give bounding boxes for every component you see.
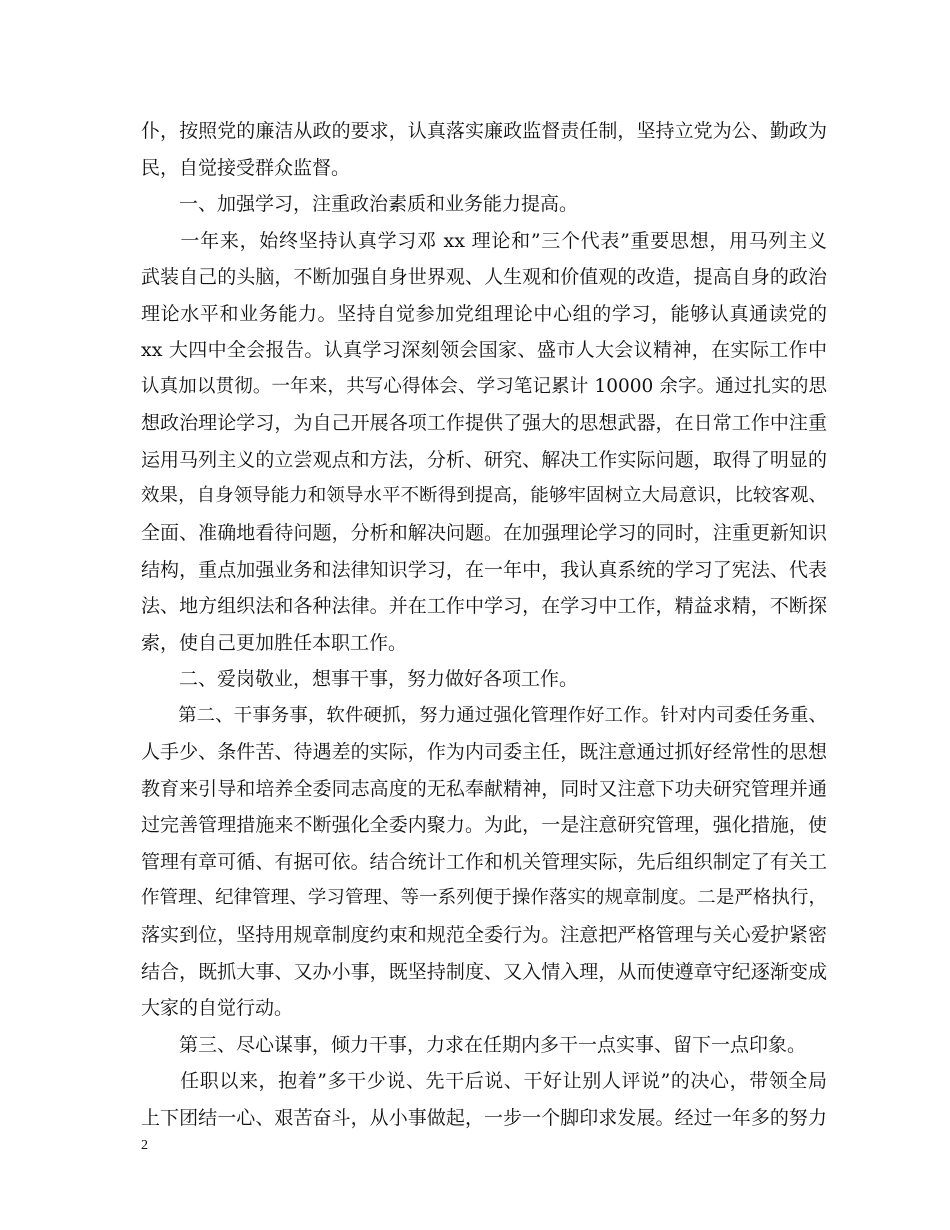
text-line: 人手少、条件苦、待遇差的实际，作为内司委主任，既注意通过抓好经常性的思想 [141, 741, 827, 764]
text-line: 理论水平和业务能力。坚持自觉参加党组理论中心组的学习，能够认真通读党的 [141, 302, 827, 325]
section-heading-line: 第三、尽心谋事，倾力干事，力求在任期内多干一点实事、留下一点印象。 [141, 1033, 807, 1056]
text-line: 任职以来，抱着”多干少说、先干后说、干好让别人评说”的决心，带领全局 [141, 1070, 827, 1093]
text-line: 管理有章可循、有据可依。结合统计工作和机关管理实际，先后组织制定了有关工 [141, 850, 827, 873]
section-heading-line: 一、加强学习，注重政治素质和业务能力提高。 [141, 193, 579, 216]
text-line: 第二、干事务事，软件硬抓，努力通过强化管理作好工作。针对内司委任务重、 [141, 704, 827, 726]
text-line: 大家的自觉行动。 [141, 997, 294, 1020]
text-line: 一年来，始终坚持认真学习邓 xx 理论和”三个代表”重要思想，用马列主义 [141, 229, 827, 252]
text-line: 教育来引导和培养全委同志高度的无私奉献精神，同时又注意下功夫研究管理并通 [141, 777, 827, 800]
text-line: 结合，既抓大事、又办小事，既坚持制度、又入情入理，从而使遵章守纪逐渐变成 [141, 960, 827, 983]
text-line: 想政治理论学习，为自己开展各项工作提供了强大的思想武器，在日常工作中注重 [141, 412, 827, 435]
text-line: 民，自觉接受群众监督。 [141, 156, 351, 179]
text-line: xx 大四中全会报告。认真学习深刻领会国家、盛市人大会议精神，在实际工作中 [141, 339, 827, 362]
text-line: 法、地方组织法和各种法律。并在工作中学习，在学习中工作，精益求精，不断探 [141, 595, 827, 618]
page-number: 2 [141, 1138, 148, 1153]
text-line: 结构，重点加强业务和法律知识学习，在一年中，我认真系统的学习了宪法、代表 [141, 558, 827, 581]
text-line: 全面、准确地看待问题，分析和解决问题。在加强理论学习的同时，注重更新知识 [141, 522, 827, 545]
text-line: 上下团结一心、艰苦奋斗，从小事做起，一步一个脚印求发展。经过一年多的努力 [141, 1106, 827, 1129]
text-line: 作管理、纪律管理、学习管理、等一系列便于操作落实的规章制度。二是严格执行， [141, 887, 827, 909]
text-line: 武装自己的头脑，不断加强自身世界观、人生观和价值观的改造，提高自身的政治 [141, 266, 827, 289]
text-line: 效果，自身领导能力和领导水平不断得到提高，能够牢固树立大局意识，比较客观、 [141, 485, 827, 507]
text-line: 过完善管理措施来不断强化全委内聚力。为此，一是注意研究管理，强化措施，使 [141, 814, 827, 837]
text-line: 仆，按照党的廉洁从政的要求，认真落实廉政监督责任制，坚持立党为公、勤政为 [141, 120, 827, 142]
text-line: 索，使自己更加胜任本职工作。 [141, 631, 408, 654]
text-line: 认真加以贯彻。一年来，共写心得体会、学习笔记累计 10000 余字。通过扎实的思 [141, 375, 827, 397]
text-line: 落实到位，坚持用规章制度约束和规范全委行为。注意把严格管理与关心爱护紧密 [141, 924, 827, 947]
document-body [141, 113, 827, 1136]
text-line: 运用马列主义的立尝观点和方法，分析、研究、解决工作实际问题，取得了明显的 [141, 448, 827, 471]
section-heading-line: 二、爱岗敬业，想事干事，努力做好各项工作。 [141, 668, 579, 691]
